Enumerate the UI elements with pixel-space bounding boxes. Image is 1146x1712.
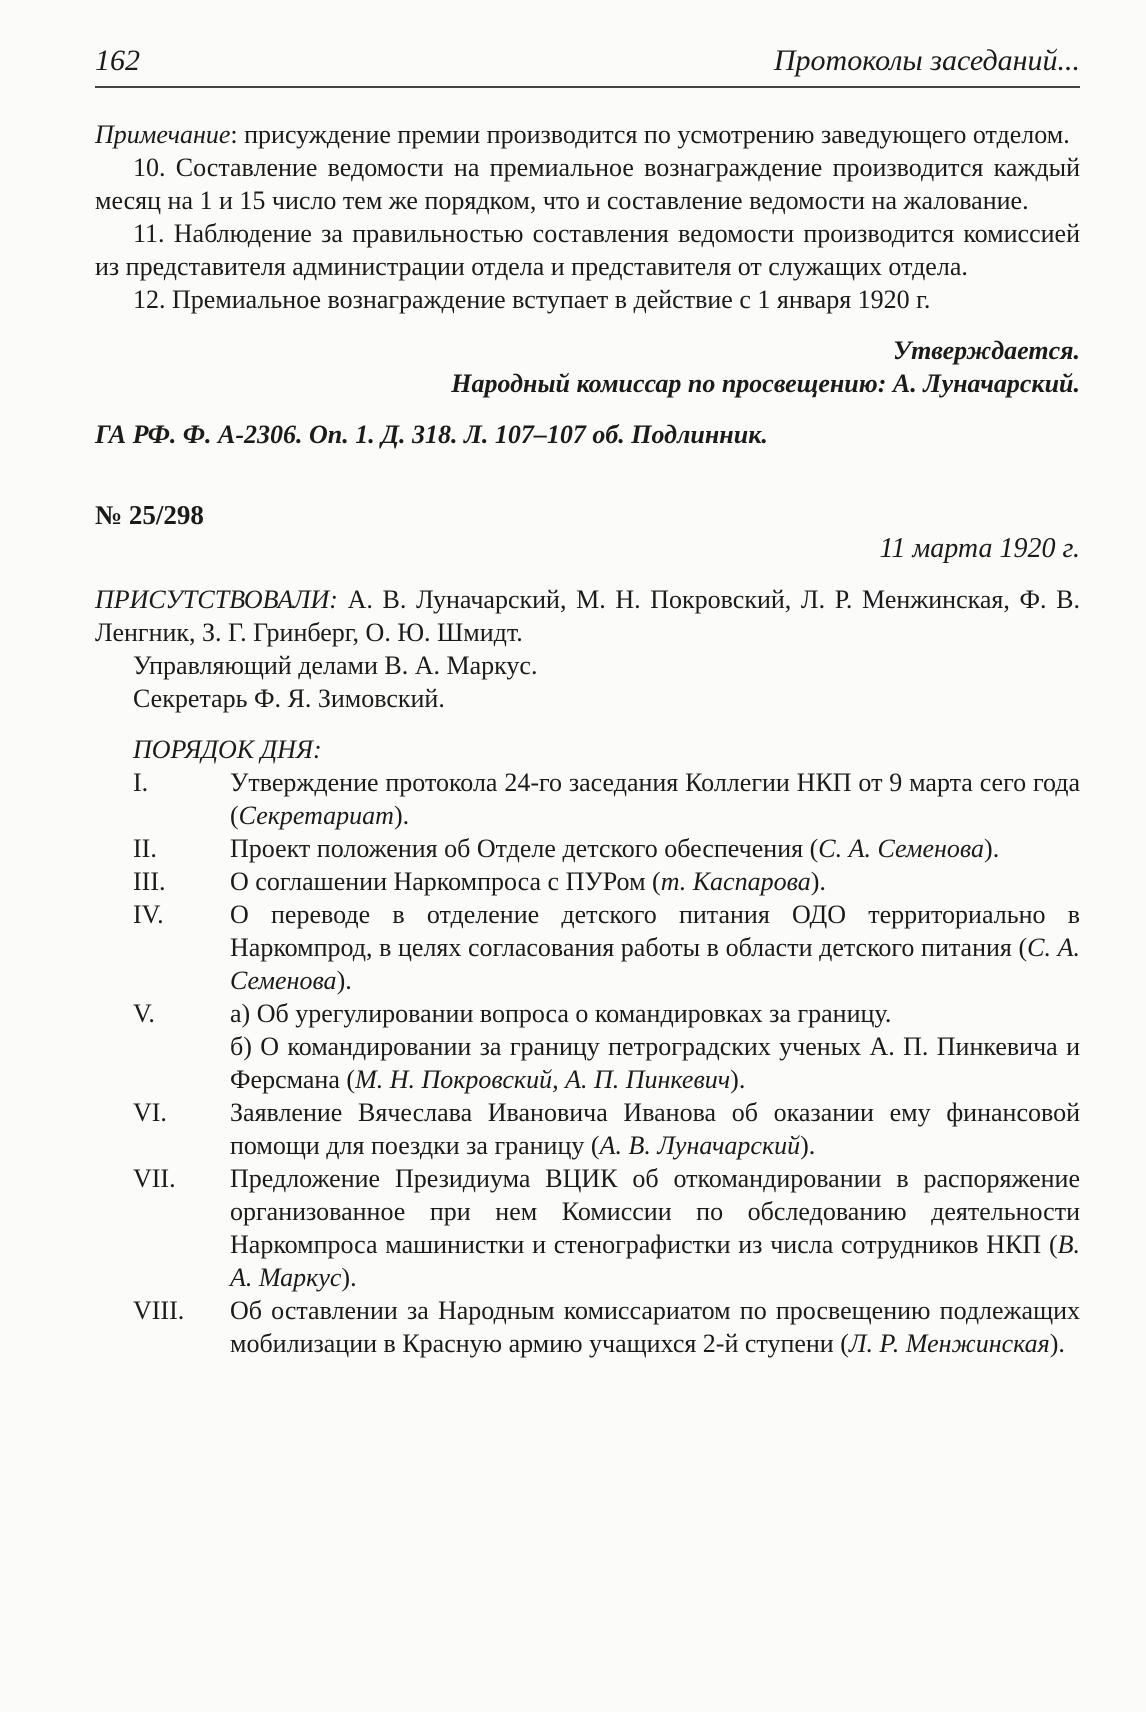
- present-label: ПРИСУТСТВОВАЛИ:: [95, 585, 338, 614]
- agenda-text: Об оставлении за Народным комиссариатом по просвещению подлежащих мобилизации в Красную армию учащихся 2-й ступени (Л. Р. Менжинская).: [230, 1296, 1080, 1358]
- approval-line: Утверждается.: [892, 336, 1080, 365]
- agenda-text: Заявление Вячеслава Ивановича Иванова об оказании ему финансовой помощи для поездки за границу (А. В. Луначарский).: [230, 1098, 1080, 1160]
- agenda-item: [95, 898, 1080, 997]
- page-header: [95, 44, 1080, 84]
- agenda-item: [95, 1162, 1080, 1294]
- agenda-number: VIII.: [133, 1296, 185, 1325]
- agenda-number: VI.: [133, 1098, 167, 1127]
- running-title: Протоколы заседаний...: [773, 44, 1080, 77]
- archive-reference: ГА РФ. Ф. А-2306. Оп. 1. Д. 318. Л. 107–107 об. Подлинник.: [95, 420, 768, 449]
- agenda-text: Проект положения об Отделе детского обеспечения (С. А. Семенова).: [230, 834, 1000, 863]
- paragraph-11: 11. Наблюдение за правильностью составления ведомости производится комиссией из представителя администрации отдела и представителя от служащих отдела.: [95, 219, 1080, 281]
- protocol-number: № 25/298: [95, 500, 204, 530]
- agenda-number: III.: [133, 867, 166, 896]
- agenda-number: I.: [133, 768, 149, 797]
- header-rule: [95, 86, 1080, 88]
- agenda-item: [95, 766, 1080, 832]
- note-text: : присуждение премии производится по усмотрению заведующего отделом.: [230, 120, 1070, 149]
- agenda-number: V.: [133, 999, 155, 1028]
- agenda-item: [95, 997, 1080, 1030]
- agenda-heading: ПОРЯДОК ДНЯ:: [133, 735, 322, 764]
- agenda-text: Утверждение протокола 24-го заседания Коллегии НКП от 9 марта сего года (Секретариат).: [230, 768, 1080, 830]
- agenda-item: [95, 865, 1080, 898]
- protocol-date: 11 марта 1920 г.: [879, 533, 1080, 564]
- page-number: 162: [95, 44, 140, 77]
- agenda-item: [95, 1294, 1080, 1360]
- agenda-text: Предложение Президиума ВЦИК об откомандировании в распоряжение организованное при нем Комиссии по обследованию деятельности Наркомпроса машинистки и стенографистки из числа сотрудников НКП (В. А. Маркус).: [230, 1164, 1080, 1292]
- manager-line: Управляющий делами В. А. Маркус.: [133, 651, 538, 680]
- note-paragraph: [95, 118, 1080, 151]
- paragraph-10: 10. Составление ведомости на премиальное вознаграждение производится каждый месяц на 1 и 15 число тем же порядком, что и составление ведомости на жалование.: [95, 153, 1080, 215]
- agenda-text: а) Об урегулировании вопроса о командировках за границу.: [230, 999, 892, 1028]
- secretary-line: Секретарь Ф. Я. Зимовский.: [133, 684, 445, 713]
- agenda-number: VII.: [133, 1164, 176, 1193]
- paragraph-12: 12. Премиальное вознаграждение вступает в действие с 1 января 1920 г.: [133, 285, 931, 314]
- agenda-subitem: б) О командировании за границу петроградских ученых А. П. Пинкевича и Ферсмана (М. Н. Покровский, А. П. Пинкевич).: [230, 1032, 1080, 1094]
- agenda-text: О переводе в отделение детского питания ОДО территориально в Наркомпрод, в целях согласования работы в области детского питания (С. А. Семенова).: [230, 900, 1080, 995]
- commissar-signature: Народный комиссар по просвещению: А. Луначарский.: [451, 369, 1080, 398]
- note-label: Примечание: [95, 120, 231, 149]
- agenda-number: IV.: [133, 900, 164, 929]
- agenda-item: [95, 1096, 1080, 1162]
- agenda-number: II.: [133, 834, 157, 863]
- agenda-text: О соглашении Наркомпроса с ПУРом (т. Каспарова).: [230, 867, 826, 896]
- page-body: [95, 118, 1080, 1360]
- present-names: А. В. Луначарский, М. Н. Покровский, Л. Р. Менжинская, Ф. В. Ленгник, З. Г. Гринберг, О. Ю. Шмидт.: [95, 585, 1080, 647]
- agenda-item: [95, 832, 1080, 865]
- present-paragraph: [95, 583, 1080, 649]
